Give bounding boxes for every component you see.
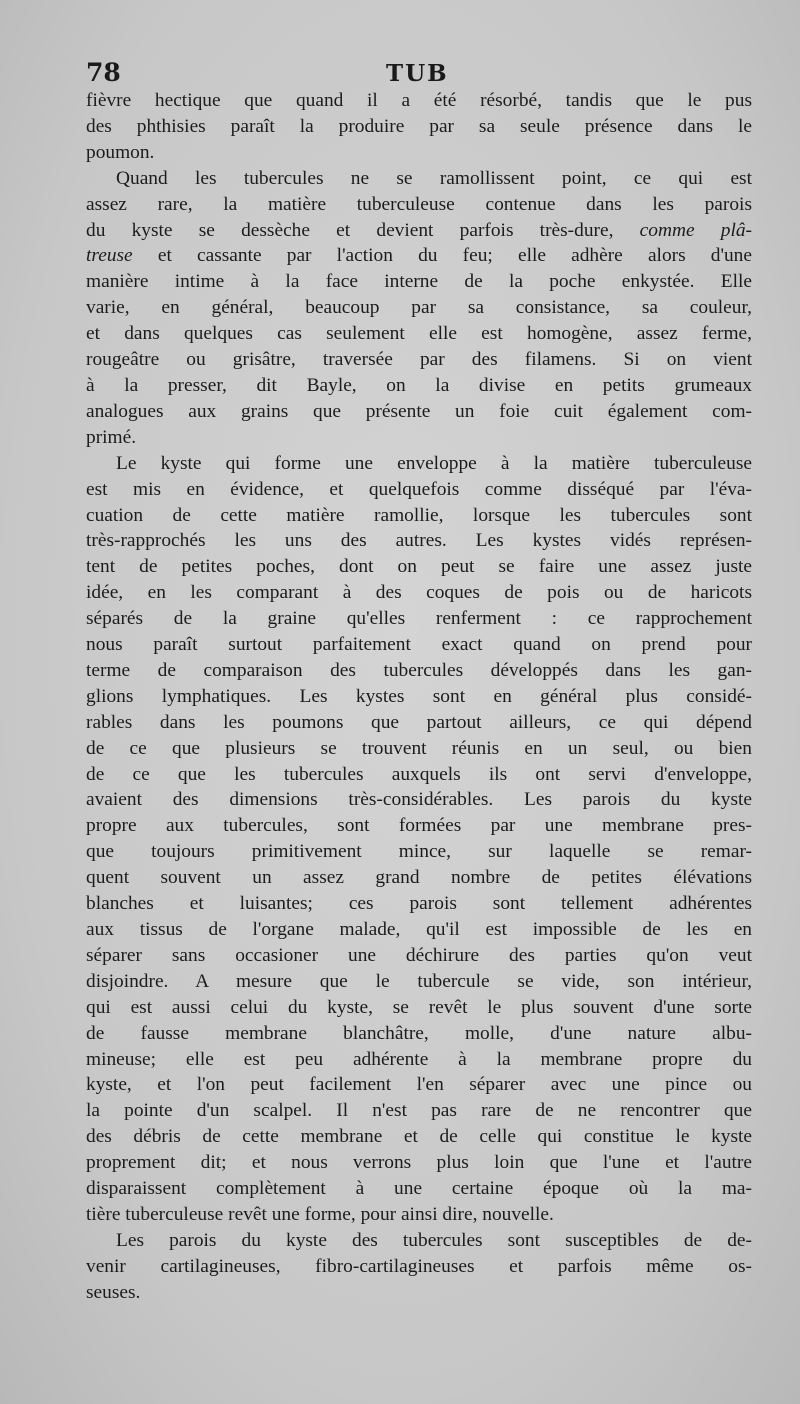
text-line: de ce que les tubercules auxquels ils ont servi d'enveloppe, <box>86 763 752 785</box>
text-line: analogues aux grains que présente un foie cuit également com- <box>86 400 752 422</box>
paragraph-1 <box>86 88 752 166</box>
page-header <box>86 58 752 92</box>
text-line: aux tissus de l'organe malade, qu'il est impossible de les en <box>86 919 752 940</box>
text-line: très-rapprochés les uns des autres. Les kystes vidés représen- <box>86 530 752 552</box>
text-line: blanches et luisantes; ces parois sont tellement adhérentes <box>86 893 752 915</box>
paragraph-2 <box>86 166 752 451</box>
text-line: que toujours primitivement mince, sur laquelle se remar- <box>86 841 752 863</box>
text-line: kyste, et l'on peut facilement l'en séparer avec une pince ou <box>86 1074 752 1096</box>
text-line: manière intime à la face interne de la poche enkystée. Elle <box>86 271 752 293</box>
text-line: Les parois du kyste des tubercules sont susceptibles de de- <box>116 1229 752 1251</box>
text-line: du kyste se dessèche et devient parfois très-dure, comme plâ- <box>86 219 752 241</box>
text-line: quent souvent un assez grand nombre de petites élévations <box>86 867 752 889</box>
text-line: glions lymphatiques. Les kystes sont en général plus considé- <box>86 685 752 707</box>
text-line: terme de comparaison des tubercules développés dans les gan- <box>86 659 752 681</box>
text-line: tent de petites poches, dont on peut se faire une assez juste <box>86 556 752 578</box>
text-line: tière tuberculeuse revêt une forme, pour ainsi dire, nouvelle. <box>86 1203 554 1225</box>
text-line: avaient des dimensions très-considérables. Les parois du kyste <box>86 789 752 811</box>
text-line: mineuse; elle est peu adhérente à la membrane propre du <box>86 1048 752 1070</box>
text-line: nous paraît surtout parfaitement exact quand on prend pour <box>86 634 752 656</box>
text-line: seuses. <box>86 1281 141 1303</box>
text-line: disjoindre. A mesure que le tubercule se vide, son intérieur, <box>86 970 752 992</box>
text-line: treuse et cassante par l'action du feu; elle adhère alors d'une <box>86 245 752 267</box>
page-number: 78 <box>86 58 121 87</box>
text-line: propre aux tubercules, sont formées par une membrane pres- <box>86 815 752 837</box>
text-line: des phthisies paraît la produire par sa seule présence dans le <box>86 115 752 137</box>
text-line: de fausse membrane blanchâtre, molle, d'une nature albu- <box>86 1022 752 1044</box>
text-line: poumon. <box>86 141 155 163</box>
text-line: fièvre hectique que quand il a été résorbé, tandis que le pus <box>86 90 752 111</box>
text-line: est mis en évidence, et quelquefois comme disséqué par l'éva- <box>86 478 752 500</box>
text-line: rables dans les poumons que partout ailleurs, ce qui dépend <box>86 711 752 733</box>
running-head: TUB <box>386 60 449 87</box>
text-line: à la presser, dit Bayle, on la divise en petits grumeaux <box>86 374 752 396</box>
text-line: qui est aussi celui du kyste, se revêt le plus souvent d'une sorte <box>86 996 752 1018</box>
text-line: rougeâtre ou grisâtre, traversée par des filamens. Si on vient <box>86 349 752 371</box>
text-line: séparés de la graine qu'elles renferment : ce rapprochement <box>86 608 752 630</box>
paragraph-4 <box>86 1228 752 1306</box>
text-line: proprement dit; et nous verrons plus loin que l'une et l'autre <box>86 1152 752 1174</box>
text-line: varie, en général, beaucoup par sa consistance, sa couleur, <box>86 297 752 319</box>
text-line: des débris de cette membrane et de celle qui constitue le kyste <box>86 1126 752 1148</box>
text-line: Quand les tubercules ne se ramollissent point, ce qui est <box>116 167 752 189</box>
body-text <box>86 88 752 1306</box>
text-line: la pointe d'un scalpel. Il n'est pas rare de ne rencontrer que <box>86 1100 752 1122</box>
text-line: séparer sans occasioner une déchirure des parties qu'on veut <box>86 944 752 966</box>
text-line: Le kyste qui forme une enveloppe à la matière tuberculeuse <box>116 452 752 474</box>
text-line: et dans quelques cas seulement elle est homogène, assez ferme, <box>86 323 752 345</box>
text-line: primé. <box>86 426 137 448</box>
paragraph-3 <box>86 451 752 1228</box>
text-line: de ce que plusieurs se trouvent réunis en un seul, ou bien <box>86 737 752 759</box>
text-line: disparaissent complètement à une certaine époque où la ma- <box>86 1178 752 1200</box>
text-line: cuation de cette matière ramollie, lorsque les tubercules sont <box>86 504 752 526</box>
text-line: idée, en les comparant à des coques de pois ou de haricots <box>86 582 752 604</box>
text-line: assez rare, la matière tuberculeuse contenue dans les parois <box>86 193 752 215</box>
text-line: venir cartilagineuses, fibro-cartilagineuses et parfois même os- <box>86 1255 752 1277</box>
